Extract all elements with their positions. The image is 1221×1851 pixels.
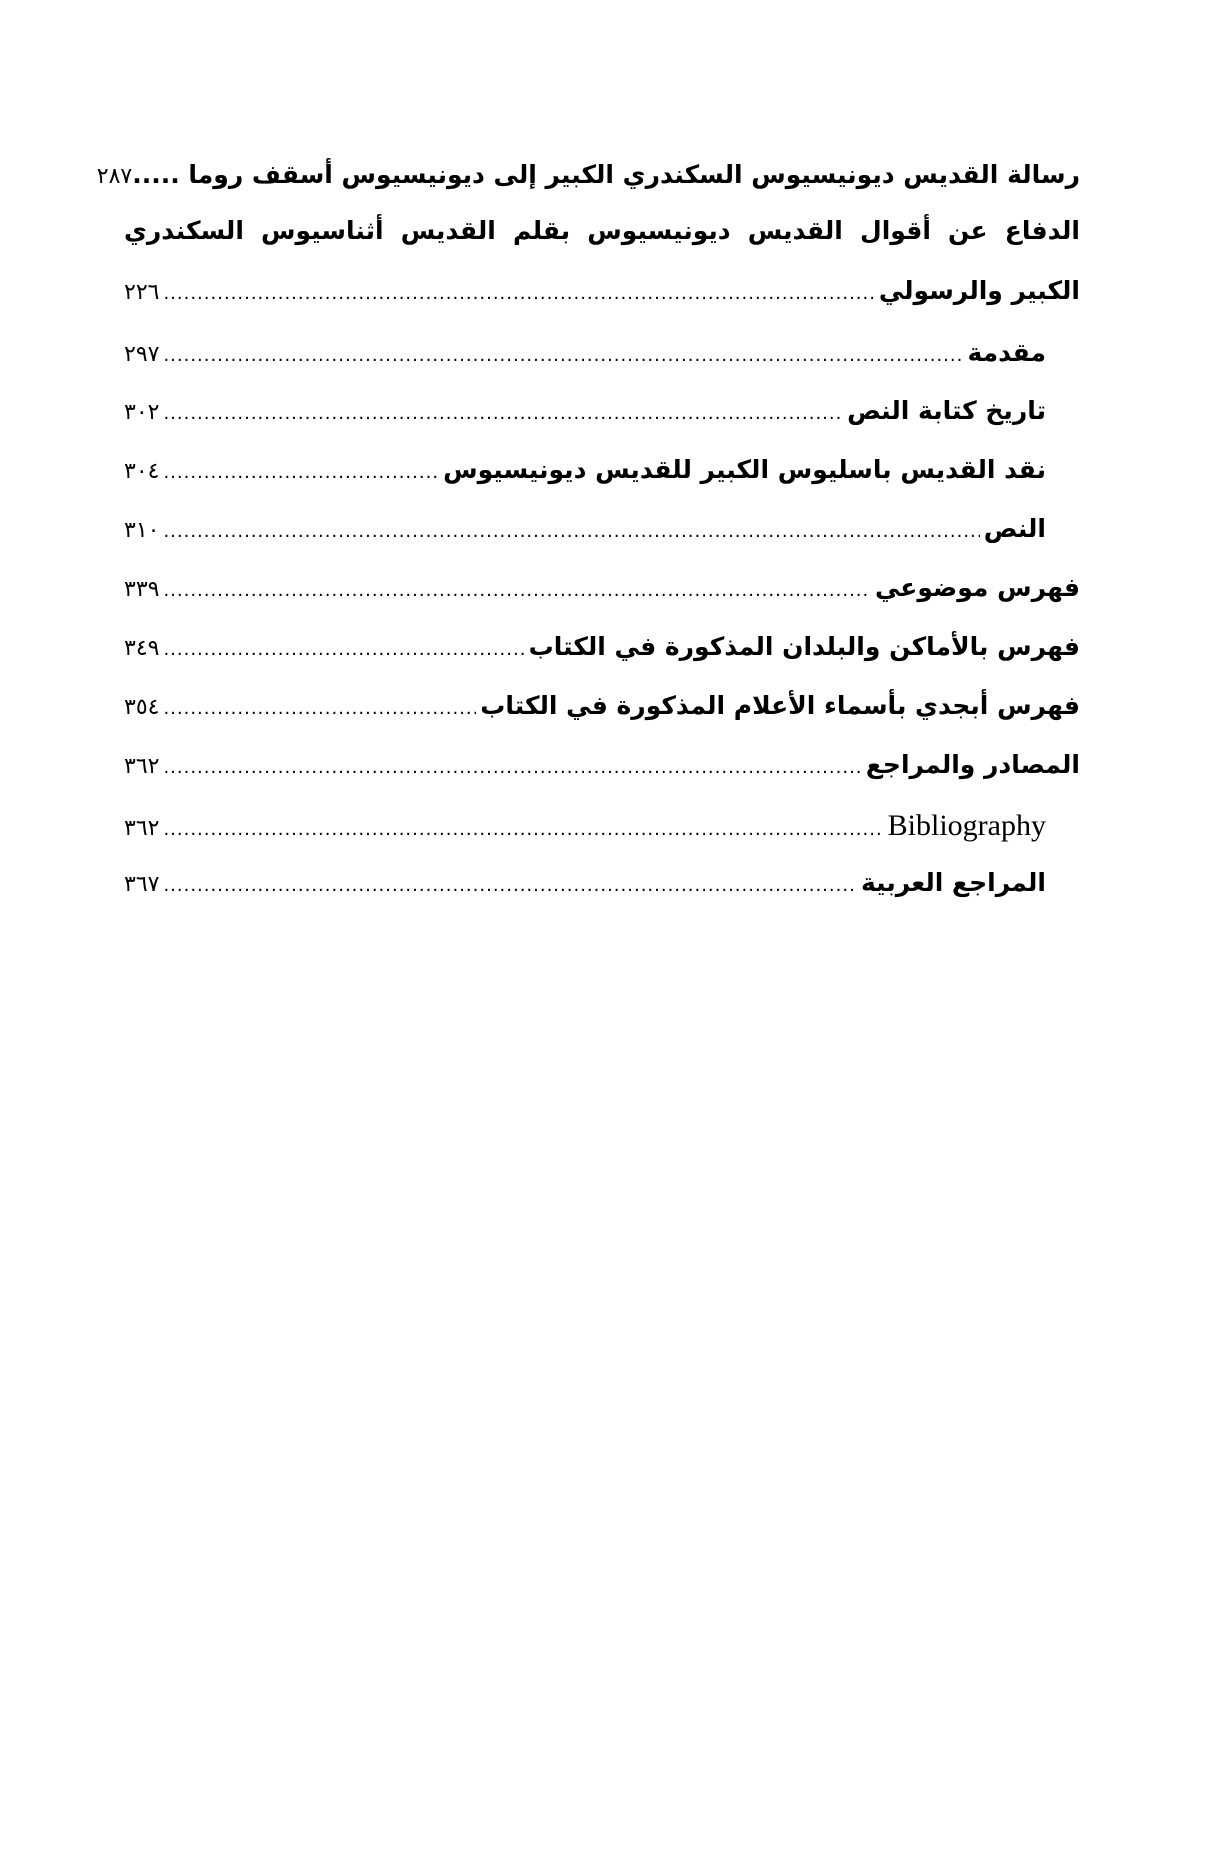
toc-entry-title: تاريخ كتابة النص [847,396,1046,425]
dot-leader [163,639,524,660]
toc-entry [124,691,1080,750]
toc-entry-page: ٢٩٧ [124,342,160,367]
toc-entry [124,338,1080,396]
toc-entry [124,216,1080,338]
toc-entry [124,396,1080,455]
toc-entry-title: النص [983,514,1046,543]
toc-entry [124,632,1080,691]
toc-entry-title: المراجع العربية [860,868,1046,897]
toc-entry-title: Bibliography [887,809,1046,842]
toc-entry-page: ٣٠٤ [124,459,160,484]
toc-entry-title: فهرس أبجدي بأسماء الأعلام المذكورة في الكتاب [480,691,1080,720]
toc-entry-title-line1: الدفاع عن أقوال القديس ديونيسيوس بقلم القديس أثناسيوس السكندري [124,216,1080,245]
toc-entry-page: ٣٤٩ [124,636,160,661]
toc-entry-title: مقدمة [967,338,1046,367]
toc-entry [124,514,1080,573]
dot-leader [163,403,843,424]
dot-leader [163,462,439,483]
toc-entry-page: ٣٥٤ [124,695,160,720]
toc-entry-page: ٣٠٢ [124,400,160,425]
dot-leader [163,875,857,896]
toc-entry-page: ٣٦٢ [124,816,160,841]
toc-entry-title: المصادر والمراجع [865,750,1080,779]
toc-entry-title: رسالة القديس ديونيسيوس السكندري الكبير إلى ديونيسيوس أسقف روما ..... [132,160,1080,189]
dot-leader [163,521,979,542]
toc-entry-title-line2: الكبير والرسولي [878,276,1080,305]
toc-entry-page: ٢٨٧ [96,164,133,189]
dot-leader [163,698,476,719]
toc-entry-page: ٣١٠ [124,518,160,543]
toc-entry-title: فهرس موضوعي [875,573,1080,602]
toc-entry-title: نقد القديس باسليوس الكبير للقديس ديونيسيوس [443,455,1046,484]
dot-leader [163,819,883,840]
dot-leader [163,345,963,366]
toc-entry [124,455,1080,514]
toc-entry [124,573,1080,632]
table-of-contents [96,160,1080,927]
toc-entry [96,160,1080,216]
toc-entry-page: ٣٦٧ [124,872,160,897]
dot-leader [163,283,874,304]
toc-entry [124,750,1080,809]
toc-entry-title: فهرس بالأماكن والبلدان المذكورة في الكتاب [528,632,1080,661]
toc-entry-page: ٢٢٦ [124,280,160,305]
toc-entry-page: ٣٣٩ [124,577,160,602]
dot-leader [163,757,861,778]
toc-entry [124,868,1080,927]
toc-entry [124,809,1080,868]
dot-leader [163,580,871,601]
toc-entry-page: ٣٦٢ [124,754,160,779]
